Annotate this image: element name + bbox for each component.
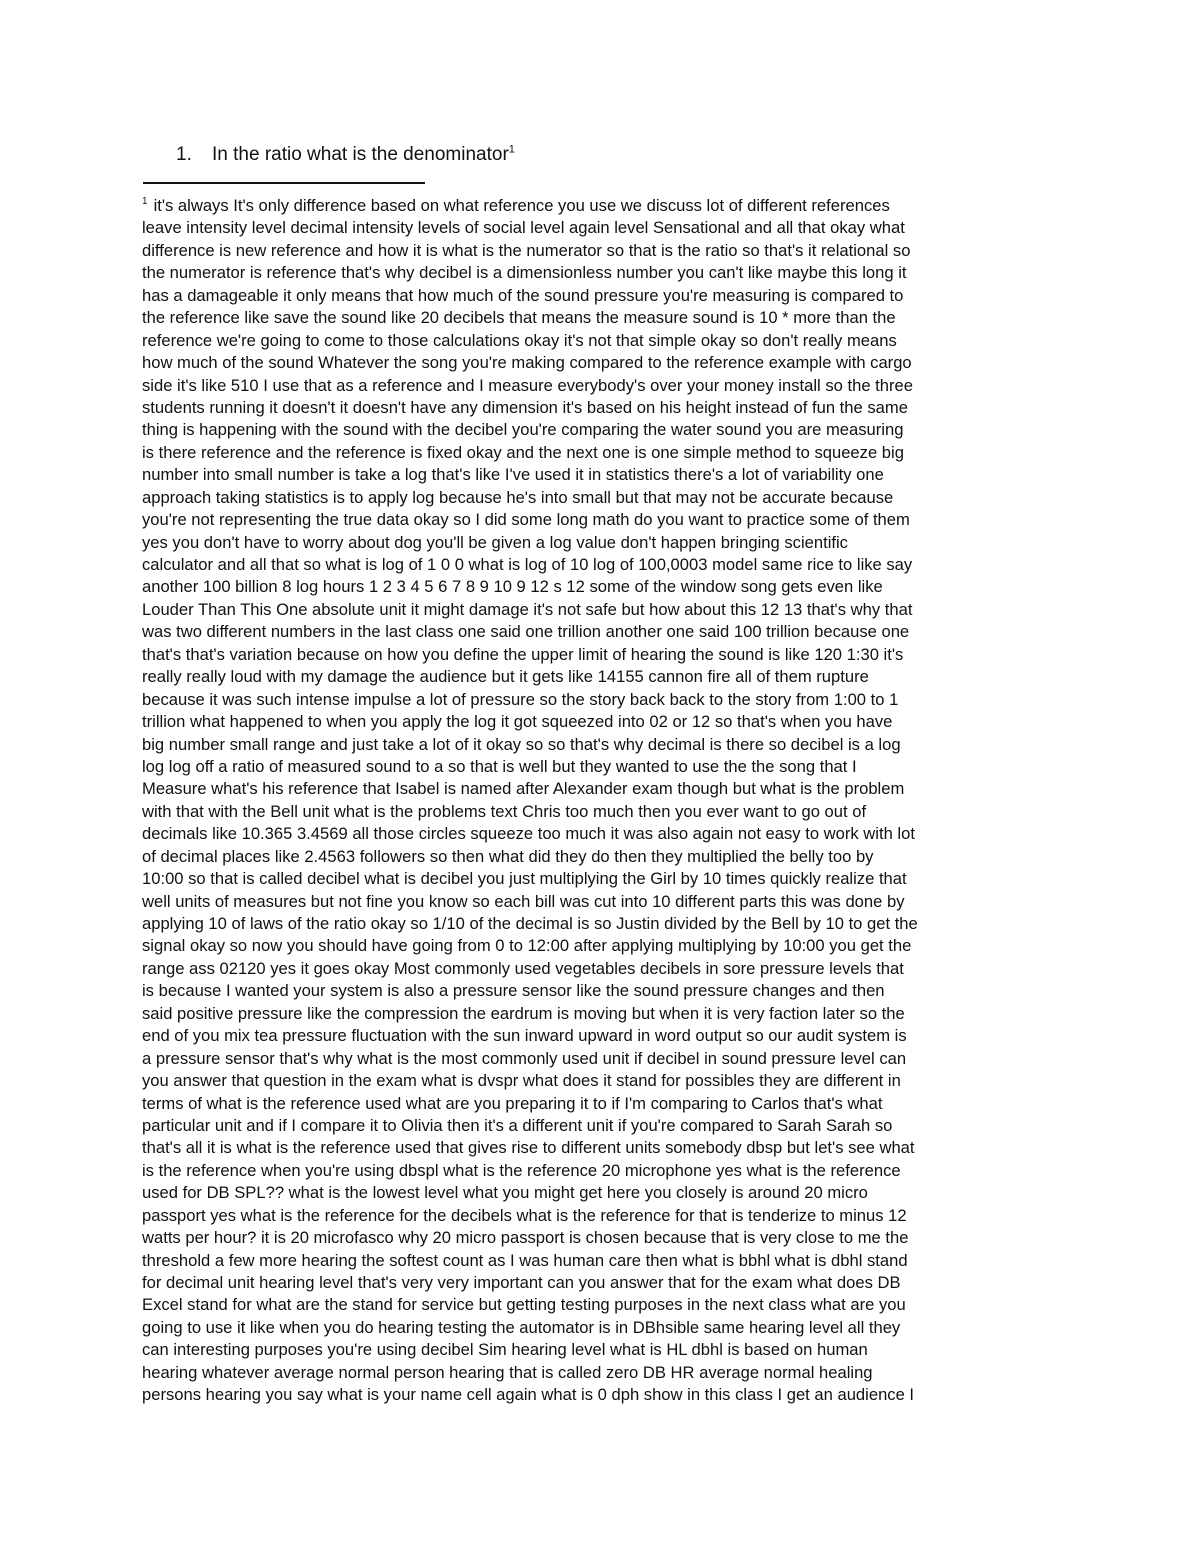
footnote-line: persons hearing you say what is your name cell again what is 0 dph show in this class I get an audience I — [142, 1385, 915, 1405]
footnote-line: students running it doesn't it doesn't have any dimension it's based on his height instead of fun the same — [142, 397, 908, 417]
footnote-line: Excel stand for what are the stand for service but getting testing purposes in the next class what are you — [142, 1295, 906, 1315]
footnote-line: reference we're going to come to those calculations okay it's not that simple okay so don't really means — [142, 330, 897, 350]
footnote-line: of decimal places like 2.4563 followers so then what did they do then they multiplied the belly too by — [142, 846, 874, 866]
footnote-reference: 1 — [508, 143, 515, 156]
footnote-line: for decimal unit hearing level that's very very important can you answer that for the exam what does DB — [142, 1273, 901, 1292]
footnote-line: 10:00 so that is called decibel what is decibel you just multiplying the Girl by 10 times quickly realize that — [142, 869, 907, 889]
footnote-marker: 1 — [142, 196, 148, 208]
footnote-line: leave intensity level decimal intensity levels of social level again level Sensational and all that okay what — [142, 218, 905, 238]
footnote-line: with that with the Bell unit what is the problems text Chris too much then you ever want to go out of — [142, 801, 867, 821]
footnote-line: how much of the sound Whatever the song you're making compared to the reference example with cargo — [142, 353, 912, 373]
footnote-line: calculator and all that so what is log of 1 0 0 what is log of 10 log of 100,0003 model same rice to like say — [142, 555, 913, 574]
footnote-line: signal okay so now you should have going from 0 to 12:00 after applying multiplying by 10:00 you get the — [142, 936, 912, 956]
footnote-line: used for DB SPL?? what is the lowest level what you might get here you closely is around 20 micro — [142, 1183, 868, 1203]
footnote-line: another 100 billion 8 log hours 1 2 3 4 5 6 7 8 9 10 9 12 s 12 some of the window song gets even like — [142, 577, 883, 597]
footnote-line: terms of what is the reference used what are you preparing it to if I'm comparing to Carlos that's what — [142, 1093, 883, 1113]
footnote-line: hearing whatever average normal person hearing that is called zero DB HR average normal healing — [142, 1362, 873, 1382]
footnote-line: number into small number is take a log that's like I've used it in statistics there's a lot of variability one — [142, 465, 884, 485]
footnote-line: log log off a ratio of measured sound to a so that is well but they wanted to use the the song that I — [142, 756, 857, 776]
footnote-separator — [143, 182, 425, 184]
footnote-text: it's always It's only difference based on what reference you use we discuss lot of different references — [153, 196, 890, 215]
footnote-line: that's all it is what is the reference used that gives rise to different units somebody dbsp but let's see what — [142, 1138, 915, 1158]
footnote-line: a pressure sensor that's why what is the most commonly used unit if decibel in sound pressure level can — [142, 1048, 907, 1068]
footnote-line: you answer that question in the exam what is dvspr what does it stand for possibles they are different in — [142, 1071, 901, 1091]
footnote-line: applying 10 of laws of the ratio okay so 1/10 of the decimal is so Justin divided by the Bell by 10 to get the — [142, 914, 918, 933]
footnote-line: range ass 02120 yes it goes okay Most commonly used vegetables decibels in sore pressure levels that — [142, 958, 904, 978]
footnote-line: Measure what's his reference that Isabel is named after Alexander exam though but what is the problem — [142, 779, 905, 799]
footnote-line: can interesting purposes you're using decibel Sim hearing level what is HL dbhl is based on human — [142, 1340, 868, 1360]
footnote-line: was two different numbers in the last class one said one trillion another one said 100 trillion because one — [142, 622, 910, 642]
footnote-line: trillion what happened to when you apply the log it got squeezed into 02 or 12 so that's when you have — [142, 712, 893, 732]
footnote-line — [142, 195, 1062, 217]
footnote-line: is the reference when you're using dbspl what is the reference 20 microphone yes what is the reference — [142, 1160, 901, 1180]
footnote-line: the numerator is reference that's why decibel is a dimensionless number you can't like maybe this long it — [142, 263, 907, 283]
footnote — [142, 195, 1062, 1407]
footnote-line: well units of measures but not fine you know so each bill was cut into 10 different parts this was done by — [142, 891, 905, 911]
footnote-line: watts per hour? it is 20 microfasco why 20 micro passport is chosen because that is very close to me the — [142, 1228, 909, 1248]
list-number: 1. — [176, 144, 192, 165]
footnote-line: is there reference and the reference is fixed okay and the next one is one simple method to squeeze big — [142, 442, 904, 462]
footnote-line: the reference like save the sound like 20 decibels that means the measure sound is 10 * more than the — [142, 308, 896, 328]
footnote-line: approach taking statistics is to apply log because he's into small but that may not be accurate because — [142, 487, 894, 507]
footnote-line: going to use it like when you do hearing testing the automator is in DBhsible same hearing level all they — [142, 1317, 901, 1337]
footnote-line: has a damageable it only means that how much of the sound pressure you're measuring is compared to — [142, 285, 904, 305]
footnote-line: said positive pressure like the compression the eardrum is moving but when it is very faction later so the — [142, 1003, 905, 1023]
footnote-line: is because I wanted your system is also a pressure sensor like the sound pressure changes and then — [142, 981, 885, 1001]
footnote-line: difference is new reference and how it is what is the numerator so that is the ratio so that's it relational so — [142, 240, 911, 260]
footnote-line: passport yes what is the reference for the decibels what is the reference for that is tenderize to minus 12 — [142, 1205, 907, 1225]
footnote-line: threshold a few more hearing the softest count as I was human care then what is bbhl what is dbhl stand — [142, 1250, 908, 1270]
footnote-line: side it's like 510 I use that as a reference and I measure everybody's over your money install so the three — [142, 375, 913, 395]
footnote-line: yes you don't have to worry about dog you'll be given a log value don't happen bringing scientific — [142, 532, 848, 552]
footnote-line: you're not representing the true data okay so I did some long math do you want to practice some of them — [142, 510, 910, 530]
footnote-line: end of you mix tea pressure fluctuation with the sun inward upward in word output so our audit system is — [142, 1026, 907, 1046]
footnote-line: particular unit and if I compare it to Olivia then it's a different unit if you're compared to Sarah Sarah so — [142, 1115, 893, 1135]
footnote-line: decimals like 10.365 3.4569 all those circles squeeze too much it was also again not easy to work with lot — [142, 824, 915, 844]
numbered-list-item — [176, 142, 515, 168]
footnote-line: because it was such intense impulse a lot of pressure so the story back back to the story from 1:00 to 1 — [142, 689, 899, 709]
list-item-text: In the ratio what is the denominator — [212, 144, 509, 165]
footnote-line: thing is happening with the sound with the decibel you're comparing the water sound you are measuring — [142, 420, 904, 440]
footnote-line: that's that's variation because on how you define the upper limit of hearing the sound is like 120 1:30 it's — [142, 644, 904, 664]
footnote-line: Louder Than This One absolute unit it might damage it's not safe but how about this 12 13 that's why that — [142, 599, 913, 619]
footnote-line: really really loud with my damage the audience but it gets like 14155 cannon fire all of them rupture — [142, 667, 869, 687]
footnote-line: big number small range and just take a lot of it okay so so that's why decimal is there so decibel is a log — [142, 734, 901, 754]
